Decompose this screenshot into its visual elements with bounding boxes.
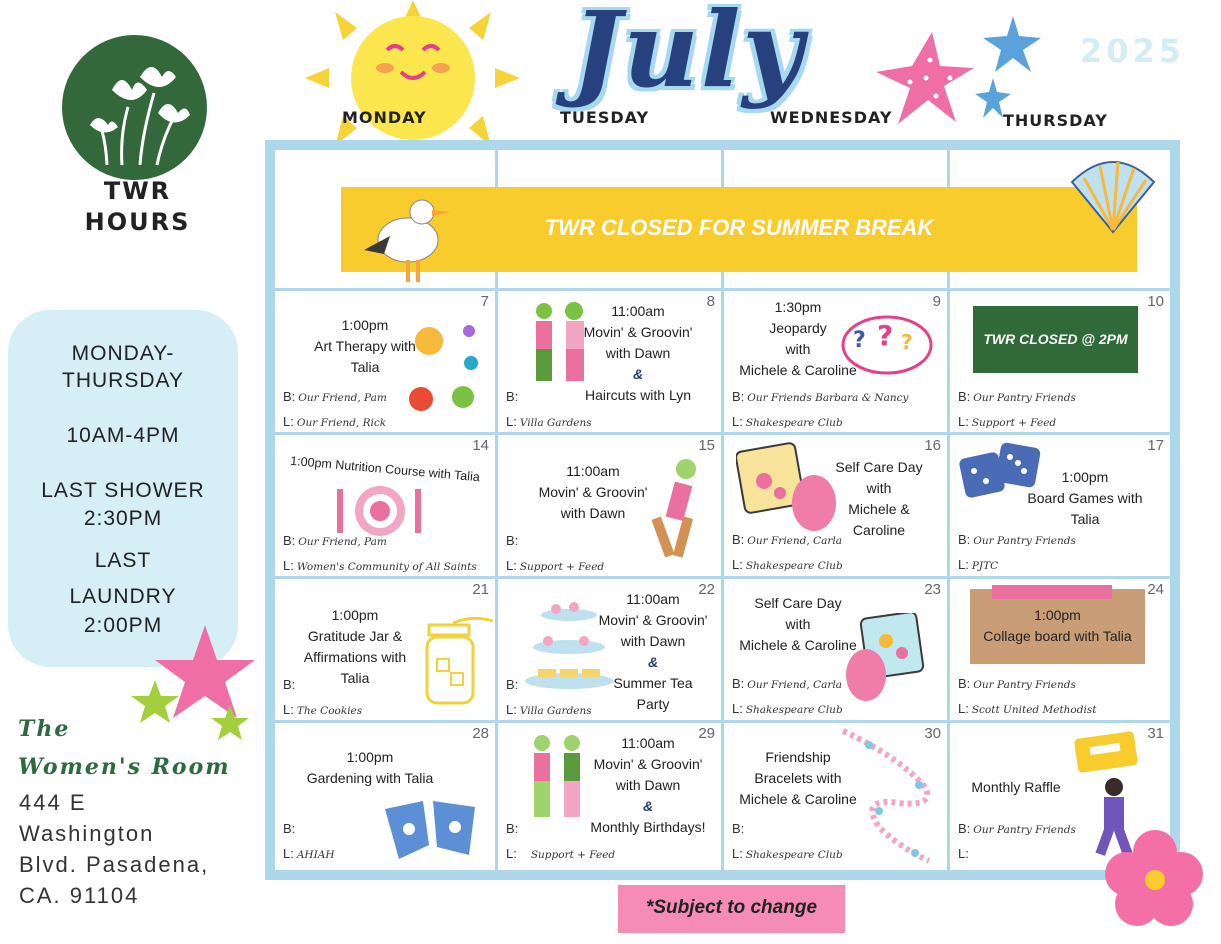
event-line: 1:00pm xyxy=(341,317,389,333)
day-number: 9 xyxy=(932,293,941,310)
event-line: Talia xyxy=(340,670,370,686)
event-line: Self Care Day xyxy=(835,459,923,475)
breakfast-line: B: xyxy=(506,821,519,836)
blue-starfish-icon xyxy=(975,14,1045,124)
event-line: Board Games with xyxy=(1027,490,1143,506)
day-number: 16 xyxy=(924,437,941,454)
event-line: with xyxy=(785,616,811,632)
svg-text:?: ? xyxy=(901,330,913,354)
question-bubble-icon xyxy=(839,297,934,379)
event-line: Party xyxy=(636,696,670,712)
breakfast-line: B: xyxy=(732,821,745,836)
lunch-line: L: AHIAH xyxy=(283,846,335,861)
collage-paper xyxy=(970,589,1145,664)
day-number: 8 xyxy=(706,293,715,310)
day-cell-16 xyxy=(724,435,947,576)
breakfast-line: B: Our Pantry Friends xyxy=(958,821,1076,836)
face-mask-icon xyxy=(842,613,937,708)
day-number: 29 xyxy=(698,725,715,742)
lunch-line: L: Villa Gardens xyxy=(506,702,592,717)
day-cell-10 xyxy=(950,291,1170,432)
event-line: Talia xyxy=(1070,511,1100,527)
summer-break-text: TWR CLOSED FOR SUMMER BREAK xyxy=(544,215,934,240)
breakfast-provider: Our Pantry Friends xyxy=(973,392,1076,404)
month-title: July xyxy=(572,0,805,111)
event-line: with Dawn xyxy=(620,633,686,649)
breakfast-provider: Our Friend, Carla xyxy=(747,679,842,691)
breakfast-line: B: xyxy=(283,677,296,692)
lunch-provider: Shakespeare Club xyxy=(745,560,843,572)
day-cell-8 xyxy=(498,291,721,432)
day-cell-14 xyxy=(275,435,495,576)
event-text xyxy=(578,733,718,838)
day-number: 7 xyxy=(480,293,489,310)
event-line: Movin' & Groovin' xyxy=(593,756,703,772)
subject-to-change-text: *Subject to change xyxy=(645,897,818,918)
hours-panel xyxy=(8,310,238,667)
lunch-provider: AHIAH xyxy=(296,849,335,861)
lunch-provider: Our Friend, Rick xyxy=(296,417,387,429)
event-line: Jeopardy xyxy=(769,320,827,336)
last-laundry-time: 2:00PM xyxy=(83,614,163,637)
lunch-line: L: PJTC xyxy=(958,557,999,572)
day-cell-29 xyxy=(498,723,721,870)
event-line: 1:00pm xyxy=(346,749,394,765)
event-line: Caroline xyxy=(852,522,906,538)
lunch-line: L: xyxy=(958,846,969,861)
hours-time: 10AM-4PM xyxy=(66,424,180,447)
event-line: 1:00pm xyxy=(331,607,379,623)
lunch-line: L: Villa Gardens xyxy=(506,414,592,429)
ampersand: & xyxy=(632,366,644,382)
flower-icon xyxy=(62,35,207,180)
day-cell-23 xyxy=(724,579,947,720)
event-line: 1:00pm Nutrition Course with Talia xyxy=(289,453,481,485)
day-cell-24 xyxy=(950,579,1170,720)
event-line: with Dawn xyxy=(605,345,671,361)
lunch-provider: Support + Feed xyxy=(519,561,605,573)
breakfast-line: B: Our Pantry Friends xyxy=(958,389,1076,404)
event-line: 1:00pm xyxy=(1034,607,1081,623)
day-cell-22 xyxy=(498,579,721,720)
event-text xyxy=(588,589,718,715)
lunch-provider: The Cookies xyxy=(296,705,363,717)
day-cell-17 xyxy=(950,435,1170,576)
day-number: 15 xyxy=(698,437,715,454)
event-line: Monthly Birthdays! xyxy=(590,819,706,835)
lunch-provider: Villa Gardens xyxy=(519,417,592,429)
lunch-provider: Scott United Methodist xyxy=(971,704,1097,716)
svg-text:?: ? xyxy=(853,328,866,353)
event-line: with xyxy=(866,480,892,496)
jar-icon xyxy=(423,615,495,715)
event-line: Haircuts with Lyn xyxy=(584,387,692,403)
event-text xyxy=(568,301,708,406)
event-line: Bracelets with xyxy=(754,770,842,786)
lunch-line: L: Shakespeare Club xyxy=(732,414,843,429)
day-header-monday: MONDAY xyxy=(342,108,427,127)
lunch-line: L: Women's Community of All Saints xyxy=(283,558,477,573)
ampersand: & xyxy=(647,654,659,670)
breakfast-provider: Our Friend, Pam xyxy=(298,392,387,404)
seagull-icon xyxy=(360,190,455,285)
breakfast-provider: Our Friend, Carla xyxy=(747,535,842,547)
hibiscus-icon xyxy=(1105,828,1205,928)
event-text xyxy=(295,747,445,789)
event-line: 1:00pm xyxy=(1061,469,1109,485)
lunch-provider: Women's Community of All Saints xyxy=(296,561,477,573)
last-laundry-label-2: LAUNDRY xyxy=(69,585,177,608)
event-text xyxy=(290,605,420,689)
breakfast-provider: Our Pantry Friends xyxy=(973,535,1076,547)
day-number: 10 xyxy=(1147,293,1164,310)
day-header-wednesday: WEDNESDAY xyxy=(770,108,893,127)
day-number: 24 xyxy=(1147,581,1164,598)
breakfast-provider: Our Friend, Pam xyxy=(298,536,387,548)
event-line: with Dawn xyxy=(560,505,626,521)
day-cell-30 xyxy=(724,723,947,870)
day-number: 28 xyxy=(472,725,489,742)
lunch-line: L: Support + Feed xyxy=(506,846,616,861)
lunch-provider: Support + Feed xyxy=(530,849,616,861)
day-cell-28 xyxy=(275,723,495,870)
event-line: Michele & Caroline xyxy=(739,791,857,807)
org-name-line2: Women's Room xyxy=(18,754,231,780)
lunch-provider: Support + Feed xyxy=(971,417,1057,429)
org-name-line1: The xyxy=(18,716,71,742)
day-number: 23 xyxy=(924,581,941,598)
hours-title-line2: HOURS xyxy=(84,208,191,236)
event-line: Affirmations with xyxy=(303,649,407,665)
event-text xyxy=(956,777,1076,798)
breakfast-line: B: Our Pantry Friends xyxy=(958,676,1076,691)
breakfast-provider: Our Pantry Friends xyxy=(973,824,1076,836)
event-line: with Dawn xyxy=(615,777,681,793)
plate-icon xyxy=(335,483,425,539)
gloves-icon xyxy=(375,789,490,867)
day-cell-21 xyxy=(275,579,495,720)
lunch-provider: PJTC xyxy=(971,560,999,572)
event-line: Art Therapy with xyxy=(314,338,416,354)
last-shower-time: 2:30PM xyxy=(83,507,163,530)
lunch-line: L: Support + Feed xyxy=(958,414,1057,429)
day-header-tuesday: TUESDAY xyxy=(560,108,650,127)
lunch-line: L: Support + Feed xyxy=(506,558,605,573)
event-line: Self Care Day xyxy=(754,595,842,611)
event-line: with xyxy=(785,341,811,357)
hours-days-1: MONDAY- xyxy=(71,342,175,365)
event-text xyxy=(824,457,934,541)
breakfast-line: B: Our Pantry Friends xyxy=(958,532,1076,547)
org-address xyxy=(19,787,209,911)
summer-break-banner xyxy=(341,187,1137,272)
lunch-provider: Villa Gardens xyxy=(519,705,592,717)
breakfast-line: B: xyxy=(506,533,519,548)
lunch-line: L: Shakespeare Club xyxy=(732,701,843,716)
dancer-icon xyxy=(638,455,713,575)
hours-title xyxy=(40,176,235,238)
event-line: Gardening with Talia xyxy=(306,770,434,786)
event-line: Michele & xyxy=(848,501,910,517)
hours-days-2: THURSDAY xyxy=(62,369,184,392)
address-line-3: Blvd. Pasadena, xyxy=(19,852,210,877)
day-number: 17 xyxy=(1147,437,1164,454)
breakfast-line: B: Our Friend, Carla xyxy=(732,532,842,547)
event-text xyxy=(1005,467,1165,530)
ampersand: & xyxy=(642,798,654,814)
address-line-1: 444 E xyxy=(19,790,87,815)
breakfast-line: B: Our Friend, Carla xyxy=(732,676,842,691)
day-header-thursday: THURSDAY xyxy=(1003,111,1108,130)
last-laundry-label-1: LAST xyxy=(94,549,152,572)
seashell-icon xyxy=(1068,152,1158,237)
breakfast-provider: Our Friends Barbara & Nancy xyxy=(747,392,909,404)
org-name xyxy=(18,710,231,786)
lunch-provider: Shakespeare Club xyxy=(745,849,843,861)
address-line-2: Washington xyxy=(19,821,155,846)
breakfast-line: B: xyxy=(506,389,519,404)
lunch-line: L: Scott United Methodist xyxy=(958,701,1097,716)
event-line: 1:30pm xyxy=(774,299,822,315)
event-line: 11:00am xyxy=(566,463,620,479)
day-number: 30 xyxy=(924,725,941,742)
event-line: 11:00am xyxy=(621,735,675,751)
breakfast-line: B: Our Friend, Pam xyxy=(283,389,387,404)
event-line: Monthly Raffle xyxy=(971,779,1061,795)
address-line-4: CA. 91104 xyxy=(19,883,140,908)
lunch-line: L: The Cookies xyxy=(283,702,363,717)
hours-title-line1: TWR xyxy=(103,177,172,205)
breakfast-line: B: xyxy=(283,821,296,836)
lunch-provider: Shakespeare Club xyxy=(745,704,843,716)
paint-splash-icon xyxy=(393,319,488,419)
last-shower-label: LAST SHOWER xyxy=(41,479,205,502)
event-line: 11:00am xyxy=(626,591,680,607)
svg-text:?: ? xyxy=(877,319,894,352)
day-number: 21 xyxy=(472,581,489,598)
event-line: Talia xyxy=(350,359,380,375)
closed-early-notice: TWR CLOSED @ 2PM xyxy=(973,306,1138,373)
day-number: 22 xyxy=(698,581,715,598)
bracelet-icon xyxy=(839,727,939,867)
day-cell-7 xyxy=(275,291,495,432)
day-cell-15 xyxy=(498,435,721,576)
year-label: 2025 xyxy=(1080,32,1186,70)
day-cell-9 xyxy=(724,291,947,432)
lunch-line: L: Shakespeare Club xyxy=(732,557,843,572)
event-line: Gratitude Jar & xyxy=(307,628,403,644)
event-line: Friendship xyxy=(765,749,831,765)
event-text xyxy=(970,605,1145,647)
event-line: Movin' & Groovin' xyxy=(538,484,648,500)
event-line: Collage board with Talia xyxy=(983,628,1132,644)
event-line: Michele & Caroline xyxy=(739,362,857,378)
breakfast-line: B: xyxy=(506,677,519,692)
event-line: 11:00am xyxy=(611,303,665,319)
breakfast-line: B: Our Friend, Pam xyxy=(283,533,387,548)
breakfast-provider: Our Pantry Friends xyxy=(973,679,1076,691)
event-line: Movin' & Groovin' xyxy=(583,324,693,340)
event-line: Movin' & Groovin' xyxy=(598,612,708,628)
twr-logo xyxy=(62,35,207,180)
lunch-line: L: Shakespeare Club xyxy=(732,846,843,861)
day-number: 14 xyxy=(472,437,489,454)
breakfast-line: B: Our Friends Barbara & Nancy xyxy=(732,389,909,404)
lunch-line: L: Our Friend, Rick xyxy=(283,414,387,429)
event-line: Summer Tea xyxy=(613,675,693,691)
lunch-provider: Shakespeare Club xyxy=(745,417,843,429)
event-line: Michele & Caroline xyxy=(739,637,857,653)
day-number: 31 xyxy=(1147,725,1164,742)
subject-to-change-note xyxy=(618,885,845,933)
